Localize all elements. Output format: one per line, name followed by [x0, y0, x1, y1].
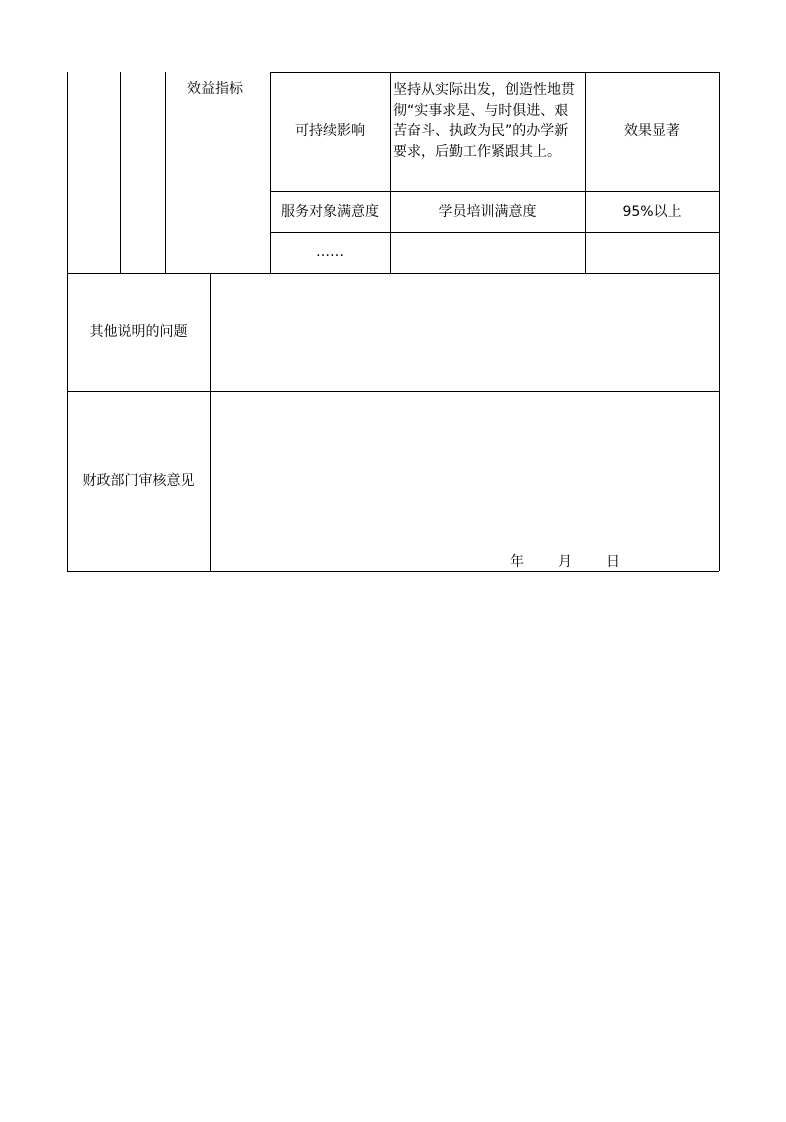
satisfaction-item: 学员培训满意度 — [438, 204, 537, 220]
other-issues-label: 其他说明的问题 — [89, 324, 188, 340]
satisfaction-target: 95%以上 — [622, 204, 682, 220]
finance-review-content — [211, 392, 719, 571]
date-year: 年 — [510, 554, 524, 570]
grid-line — [67, 571, 719, 572]
other-issues-content — [211, 274, 719, 391]
grid-line — [270, 72, 719, 73]
benefit-indicator-label: 效益指标 — [187, 81, 243, 97]
date-day: 日 — [606, 554, 620, 570]
grid-line — [270, 232, 719, 233]
grid-line — [165, 72, 166, 273]
ellipsis-placeholder: …… — [316, 244, 344, 260]
grid-line — [719, 72, 720, 571]
date-month: 月 — [558, 554, 572, 570]
finance-review-label: 财政部门审核意见 — [82, 473, 195, 489]
sustainable-impact-target: 效果显著 — [624, 123, 680, 139]
grid-line — [390, 72, 391, 273]
grid-line — [270, 191, 719, 192]
sustainable-impact-label: 可持续影响 — [295, 123, 365, 139]
satisfaction-label: 服务对象满意度 — [281, 204, 379, 220]
grid-line — [120, 72, 121, 273]
sustainable-impact-description: 坚持从实际出发，创造性地贯彻“实事求是、与时俱进、艰苦奋斗、执政为民”的办学新要求，后勤工作紧跟其上。 — [393, 82, 575, 160]
grid-line — [585, 72, 586, 273]
